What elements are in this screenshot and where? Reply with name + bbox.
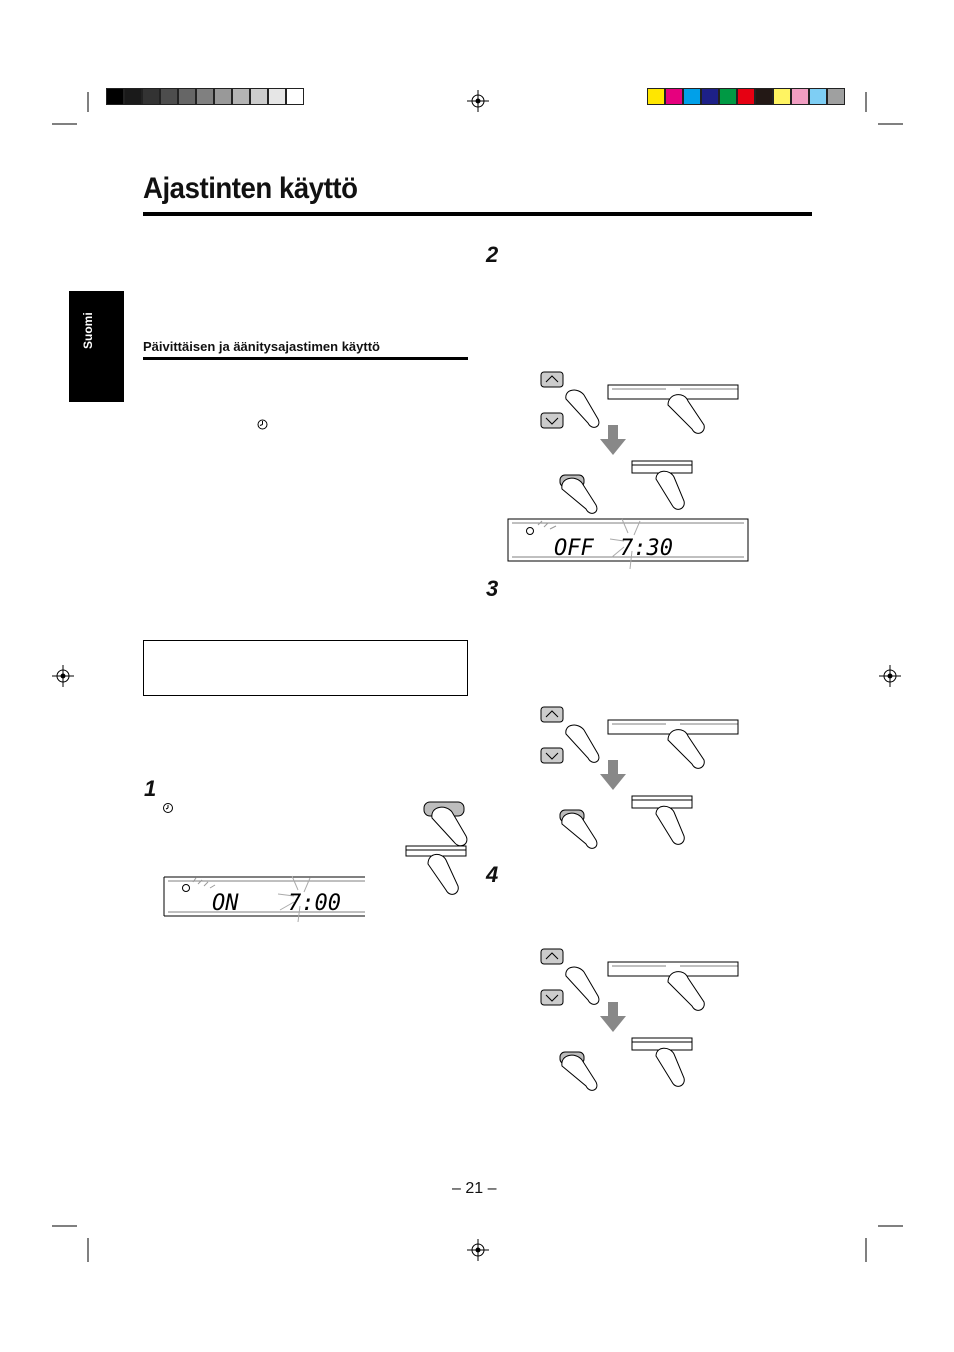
finger-press-icon (566, 967, 599, 1004)
step3-illustration (500, 700, 760, 860)
finger-press-icon (656, 471, 684, 509)
timer-button (424, 802, 467, 846)
section-subheading: Päivittäisen ja äänitysajastimen käyttö (143, 339, 380, 354)
registration-target-icon (879, 665, 901, 687)
step-number-1: 1 (144, 776, 157, 801)
finger-press-icon (562, 1055, 597, 1090)
clock-icon (164, 804, 173, 813)
finger-press-icon (656, 806, 684, 844)
finger-press-icon (566, 390, 599, 427)
finger-press-icon (668, 395, 704, 434)
set-button (406, 846, 466, 894)
finger-press-icon (562, 813, 597, 848)
step1-illustration (160, 796, 470, 926)
down-arrow-icon (600, 425, 626, 455)
down-button (541, 413, 563, 428)
display-mode-text: OFF (554, 536, 594, 561)
note-box (143, 640, 468, 696)
finger-press-icon (668, 972, 704, 1011)
registration-target-icon (52, 665, 74, 687)
subheading-rule (143, 357, 468, 360)
down-button (541, 748, 563, 763)
down-arrow-icon (600, 1002, 626, 1032)
clock-icon (257, 419, 268, 430)
step4-illustration (500, 942, 760, 1102)
up-button (541, 707, 563, 722)
finger-press-icon (668, 730, 704, 769)
display-mode-text: ON (212, 891, 239, 916)
step2-illustration (500, 365, 760, 575)
display-time-text: 7:00 (288, 891, 341, 916)
title-rule (143, 212, 812, 216)
step-number-4: 4 (486, 862, 499, 887)
display-time-text: 7:30 (620, 536, 673, 561)
language-tab-label: Suomi (81, 312, 95, 349)
finger-press-icon (566, 725, 599, 762)
language-tab (69, 291, 124, 402)
registration-target-icon (467, 1239, 489, 1261)
up-button (541, 949, 563, 964)
up-button (541, 372, 563, 387)
down-arrow-icon (600, 760, 626, 790)
registration-target-icon (467, 90, 489, 112)
finger-press-icon (656, 1048, 684, 1086)
finger-press-icon (562, 478, 597, 513)
down-button (541, 990, 563, 1005)
page-title: Ajastinten käyttö (143, 172, 358, 205)
step-number-2: 2 (486, 242, 499, 267)
page-number: – 21 – (452, 1180, 497, 1197)
step-number-3: 3 (486, 576, 499, 601)
